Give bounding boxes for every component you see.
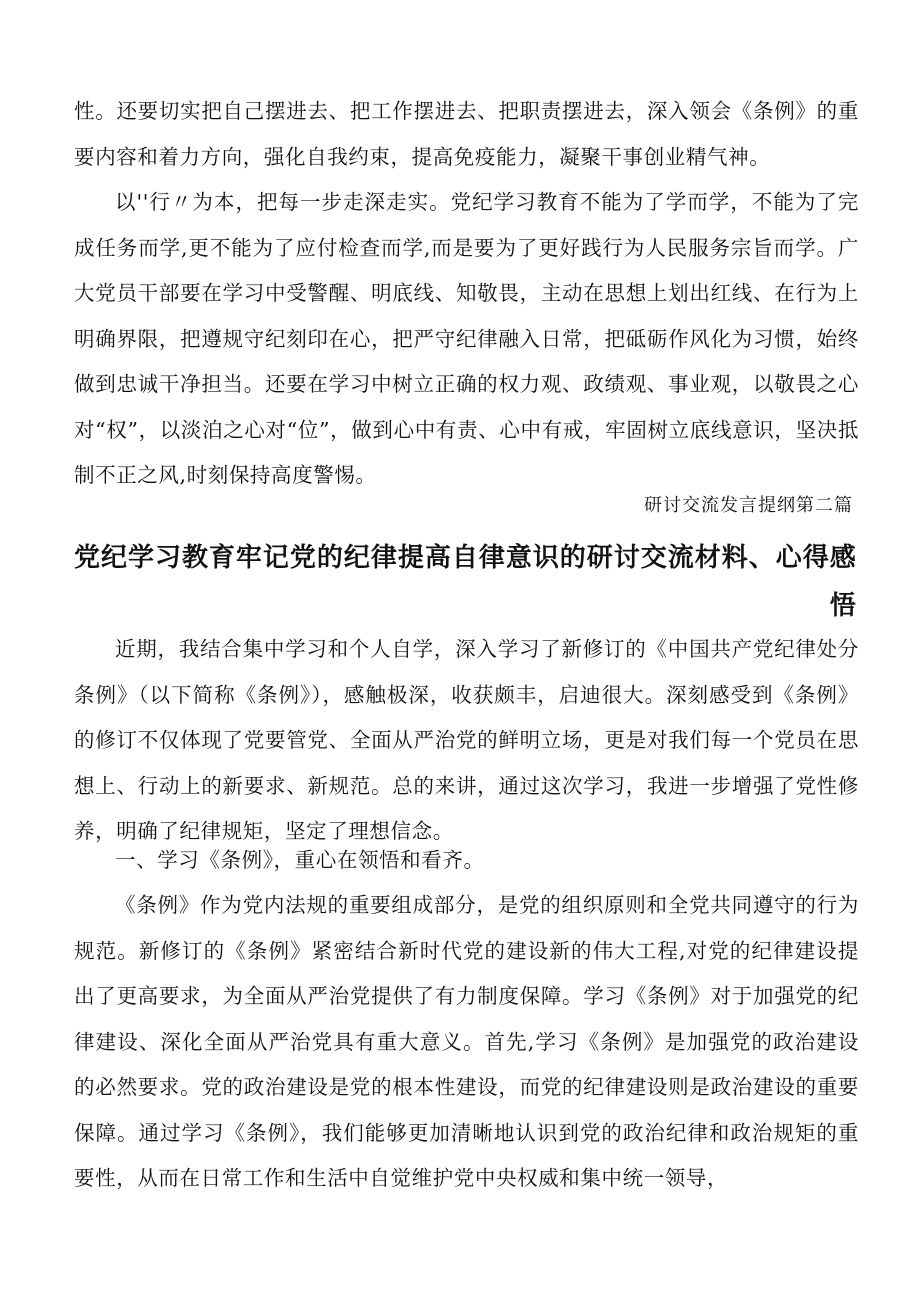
paragraph-body: 《条例》作为党内法规的重要组成部分，是党的组织原则和全党共同遵守的行为规范。新修订的《条例》紧密结合新时代党的建设新的伟大工程,对党的纪律建设提出了更高要求，为全面从严治党提供了有力制度保障。学习《条例》对于加强党的纪律建设、深化全面从严治党具有重大意义。首先,学习《条例》是加强党的政治建设的必然要求。党的政治建设是党的根本性建设，而党的纪律建设则是政治建设的重要保障。通过学习《条例》，我们能够更加清晰地认识到党的政治纪律和政治规矩的重要性，从而在日常工作和生活中自觉维护党中央权威和集中统一领导， xyxy=(74,893,859,1190)
paragraph-continuation: 性。还要切实把自己摆进去、把工作摆进去、把职责摆进去，深入领会《条例》的重要内容和着力方向，强化自我约束，提高免疫能力，凝聚干事创业精气神。 xyxy=(74,99,859,169)
subheading-one: 一、学习《条例》，重心在领悟和看齐。 xyxy=(115,848,485,872)
article-heading: 党纪学习教育牢记党的纪律提高自律意识的研讨交流材料、心得感悟 xyxy=(74,543,856,621)
paragraph-practice: 以''行〃为本，把每一步走深走实。党纪学习教育不能为了学而学，不能为了完成任务而学,更不能为了应付检查而学,而是要为了更好践行为人民服务宗旨而学。广大党员干部要在学习中受警醒、明底线、知敬畏，主动在思想上划出红线、在行为上明确界限，把遵规守纪刻印在心，把严守纪律融入日常，把砥砺作风化为习惯，始终做到忠诚干净担当。还要在学习中树立正确的权力观、政绩观、事业观，以敬畏之心对“权”，以淡泊之心对“位”，做到心中有责、心中有戒，牢固树立底线意识，坚决抵制不正之风,时刻保持高度警惕。 xyxy=(74,190,859,487)
paragraph-intro: 近期，我结合集中学习和个人自学，深入学习了新修订的《中国共产党纪律处分条例》（以下简称《条例》），感触极深，收获颇丰，启迪很大。深刻感受到《条例》的修订不仅体现了党要管党、全面从严治党的鲜明立场，更是对我们每一个党员在思想上、行动上的新要求、新规范。总的来讲，通过这次学习，我进一步增强了党性修养，明确了纪律规矩，坚定了理想信念。 xyxy=(74,637,859,843)
section-tag: 研讨交流发言提纲第二篇 xyxy=(644,495,853,516)
